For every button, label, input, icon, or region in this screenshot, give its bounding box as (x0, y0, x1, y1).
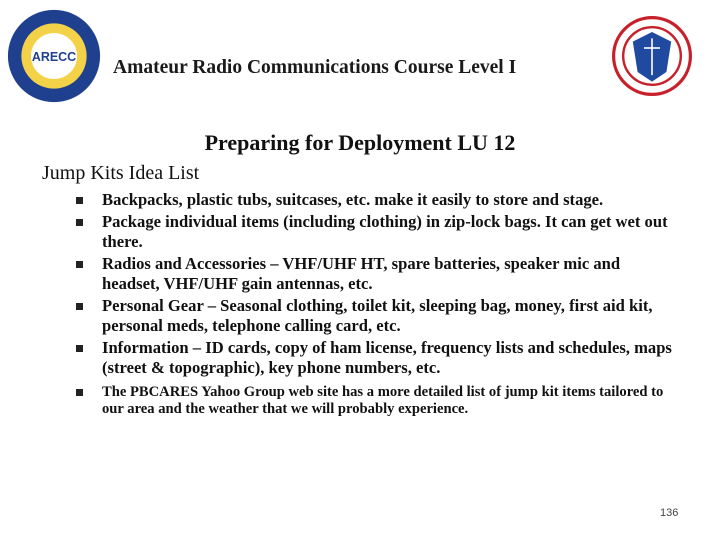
bullet-square-icon (76, 219, 83, 226)
bullet-square-icon (76, 197, 83, 204)
bullet-text: Information – ID cards, copy of ham license, frequency lists and schedules, maps (street & topographic), key phone numbers, etc. (102, 337, 672, 377)
list-item (76, 338, 676, 379)
bullet-square-icon (76, 389, 83, 396)
logo-center-text: ARECC (31, 49, 77, 64)
bullet-list (76, 190, 676, 419)
list-item (76, 296, 676, 337)
bullet-text: Personal Gear – Seasonal clothing, toilet kit, sleeping bag, money, first aid kit, personal meds, telephone calling card, etc. (102, 295, 653, 335)
bullet-square-icon (76, 345, 83, 352)
slide-title: Preparing for Deployment LU 12 (204, 130, 516, 155)
bullet-text: The PBCARES Yahoo Group web site has a more detailed list of jump kit items tailored to our area and the weather that we will probably experience. (102, 383, 664, 417)
arecc-logo (6, 8, 102, 104)
header-title: Amateur Radio Communications Course Level I (113, 57, 517, 78)
bullet-text: Backpacks, plastic tubs, suitcases, etc. make it easily to store and stage. (102, 190, 604, 209)
page-number: 136 (660, 507, 679, 519)
slide-subtitle: Jump Kits Idea List (42, 162, 200, 184)
list-item (76, 254, 676, 295)
bullet-text: Radios and Accessories – VHF/UHF HT, spare batteries, speaker mic and headset, VHF/UHF gain antennas, etc. (102, 253, 621, 293)
list-item (76, 190, 676, 211)
list-item (76, 384, 676, 418)
ares-logo (612, 16, 692, 96)
bullet-square-icon (76, 303, 83, 310)
list-item (76, 212, 676, 253)
bullet-text: Package individual items (including clothing) in zip-lock bags. It can get wet out there. (102, 211, 668, 251)
bullet-square-icon (76, 261, 83, 268)
